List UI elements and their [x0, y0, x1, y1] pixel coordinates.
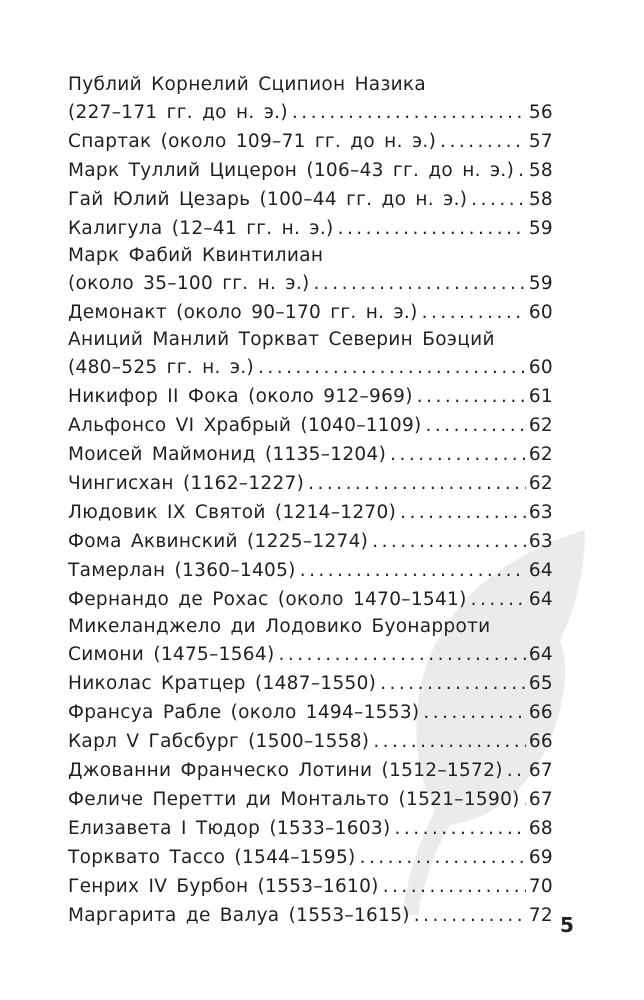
- toc-entry-title: Генрих IV Бурбон (1553–1610): [68, 876, 379, 897]
- toc-entry-title: Николас Кратцер (1487–1550): [68, 673, 377, 694]
- dot-leader: [390, 440, 526, 469]
- toc-entry: [68, 185, 553, 214]
- toc-entry-line: [68, 556, 553, 585]
- toc-entry-line: [68, 669, 553, 698]
- toc-entry-line: [68, 440, 553, 469]
- toc-entry-line: [68, 640, 553, 669]
- toc-entry-line: [68, 353, 553, 382]
- toc-entry-page: 60: [528, 302, 553, 323]
- toc-entry-line: [68, 585, 553, 614]
- toc-entry: [68, 214, 553, 243]
- toc-entry-title: (480–525 гг. н. э.): [68, 357, 254, 378]
- toc-entry: [68, 469, 553, 498]
- toc-entry-line: [68, 727, 553, 756]
- toc-entry-line: [68, 185, 553, 214]
- toc-entry-line: [68, 872, 553, 901]
- toc-entry-page: 64: [528, 644, 553, 665]
- toc-entry-title: Фома Аквинский (1225–1274): [68, 531, 369, 552]
- dot-leader: [471, 585, 526, 614]
- toc-entry-page: 70: [528, 876, 553, 897]
- dot-leader: [422, 298, 526, 327]
- dot-leader: [372, 527, 526, 556]
- dot-leader: [308, 469, 526, 498]
- dot-leader: [518, 156, 526, 185]
- toc-entry-title: Калигула (12–41 гг. н. э.): [68, 218, 334, 239]
- toc-entry-title: Чингисхан (1162–1227): [68, 473, 305, 494]
- toc-entry-page: 57: [528, 131, 553, 152]
- toc-entry-page: 60: [528, 357, 553, 378]
- toc-entry-page: 64: [528, 589, 553, 610]
- toc-entry-title: Маргарита де Валуа (1553–1615): [68, 905, 410, 926]
- toc-entry-title: Моисей Маймонид (1135–1204): [68, 444, 387, 465]
- toc-entry-page: 58: [528, 189, 553, 210]
- toc-entry: [68, 669, 553, 698]
- toc-entry: [68, 156, 553, 185]
- toc-entry: [68, 243, 553, 298]
- dot-leader: [300, 556, 526, 585]
- toc-entry-line: [68, 498, 553, 527]
- dot-leader: [400, 498, 526, 527]
- toc-entry-page: 62: [528, 415, 553, 436]
- toc-entry-page: 58: [528, 160, 553, 181]
- dot-leader: [360, 843, 526, 872]
- table-of-contents: [68, 72, 553, 930]
- toc-entry-line: [68, 214, 553, 243]
- dot-leader: [423, 698, 525, 727]
- toc-entry-page: 61: [528, 386, 553, 407]
- toc-entry: [68, 585, 553, 614]
- toc-entry-title: Феличе Перетти ди Монтальто (1521–1590): [68, 789, 520, 810]
- toc-entry-page: 59: [528, 218, 553, 239]
- toc-entry-title: Микеланджело ди Лодовико Буонарроти: [68, 616, 491, 637]
- toc-entry-title: Джованни Франческо Лотини (1512–1572): [68, 760, 503, 781]
- toc-entry-title: Карл V Габсбург (1500–1558): [68, 731, 370, 752]
- toc-entry: [68, 411, 553, 440]
- toc-entry-title: Никифор II Фока (около 912–969): [68, 386, 413, 407]
- toc-entry-page: 72: [528, 905, 553, 926]
- toc-entry-title: Спартак (около 109–71 гг. до н. э.): [68, 131, 437, 152]
- toc-entry-page: 64: [528, 560, 553, 581]
- toc-entry-page: 67: [528, 789, 553, 810]
- toc-entry: [68, 498, 553, 527]
- dot-leader: [440, 127, 526, 156]
- dot-leader: [292, 98, 526, 127]
- toc-entry: [68, 785, 553, 814]
- toc-entry: [68, 556, 553, 585]
- toc-entry-line: [68, 756, 553, 785]
- toc-entry-title: (227–171 гг. до н. э.): [68, 102, 288, 123]
- toc-entry-title: Торквато Тассо (1544–1595): [68, 847, 356, 868]
- toc-entry-line: [68, 614, 553, 640]
- toc-entry-title: (около 35–100 гг. н. э.): [68, 273, 310, 294]
- toc-entry-page: 68: [528, 818, 553, 839]
- dot-leader: [258, 353, 526, 382]
- toc-entry: [68, 614, 553, 669]
- toc-entry: [68, 382, 553, 411]
- toc-entry-line: [68, 785, 553, 814]
- toc-entry-page: 67: [528, 760, 553, 781]
- dot-leader: [426, 411, 526, 440]
- toc-entry-page: 59: [528, 273, 553, 294]
- dot-leader: [471, 185, 526, 214]
- dot-leader: [394, 814, 525, 843]
- toc-entry-title: Тамерлан (1360–1405): [68, 560, 296, 581]
- toc-entry-title: Фернандо де Рохас (около 1470–1541): [68, 589, 467, 610]
- toc-entry: [68, 127, 553, 156]
- toc-entry-page: 62: [528, 473, 553, 494]
- toc-entry-line: [68, 243, 553, 269]
- toc-entry-title: Марк Фабий Квинтилиан: [68, 245, 324, 266]
- toc-entry-title: Альфонсо VI Храбрый (1040–1109): [68, 415, 422, 436]
- toc-entry-title: Людовик IX Святой (1214–1270): [68, 502, 397, 523]
- toc-entry-line: [68, 901, 553, 930]
- dot-leader: [417, 382, 526, 411]
- toc-entry-title: Аниций Манлий Торкват Северин Боэций: [68, 329, 495, 350]
- toc-entry-page: 66: [528, 731, 553, 752]
- toc-entry-page: 62: [528, 444, 553, 465]
- toc-entry-title: Елизавета I Тюдор (1533–1603): [68, 818, 391, 839]
- toc-entry: [68, 843, 553, 872]
- page-number: 5: [560, 913, 574, 937]
- toc-entry-page: 63: [528, 502, 553, 523]
- toc-entry: [68, 814, 553, 843]
- dot-leader: [414, 901, 526, 930]
- toc-entry-line: [68, 72, 553, 98]
- toc-entry: [68, 440, 553, 469]
- toc-entry: [68, 756, 553, 785]
- dot-leader: [383, 872, 526, 901]
- toc-entry: [68, 298, 553, 327]
- toc-entry: [68, 872, 553, 901]
- dot-leader: [380, 669, 526, 698]
- dot-leader: [314, 269, 526, 298]
- toc-entry-line: [68, 269, 553, 298]
- toc-entry-line: [68, 698, 553, 727]
- dot-leader: [373, 727, 526, 756]
- toc-entry-line: [68, 127, 553, 156]
- toc-entry-title: Марк Туллий Цицерон (106–43 гг. до н. э.): [68, 160, 515, 181]
- toc-entry-line: [68, 382, 553, 411]
- toc-entry-title: Гай Юлий Цезарь (100–44 гг. до н. э.): [68, 189, 468, 210]
- toc-entry-title: Франсуа Рабле (около 1494–1553): [68, 702, 420, 723]
- toc-entry-page: 63: [528, 531, 553, 552]
- toc-entry: [68, 901, 553, 930]
- toc-entry-page: 65: [528, 673, 553, 694]
- toc-entry-title: Демонакт (около 90–170 гг. н. э.): [68, 302, 418, 323]
- toc-entry-line: [68, 527, 553, 556]
- toc-entry-line: [68, 814, 553, 843]
- toc-entry-line: [68, 843, 553, 872]
- toc-entry-page: 56: [528, 102, 553, 123]
- toc-entry: [68, 527, 553, 556]
- dot-leader: [507, 756, 526, 785]
- toc-entry-line: [68, 298, 553, 327]
- toc-entry-title: Публий Корнелий Сципион Назика: [68, 74, 427, 95]
- toc-entry: [68, 327, 553, 382]
- toc-entry-line: [68, 327, 553, 353]
- toc-entry: [68, 727, 553, 756]
- toc-entry-line: [68, 98, 553, 127]
- toc-entry: [68, 698, 553, 727]
- toc-entry-line: [68, 469, 553, 498]
- toc-entry-line: [68, 411, 553, 440]
- toc-entry-page: 66: [528, 702, 553, 723]
- toc-entry: [68, 72, 553, 127]
- toc-entry-title: Симони (1475–1564): [68, 644, 275, 665]
- dot-leader: [524, 785, 526, 814]
- dot-leader: [278, 640, 525, 669]
- toc-entry-line: [68, 156, 553, 185]
- dot-leader: [338, 214, 526, 243]
- toc-entry-page: 69: [528, 847, 553, 868]
